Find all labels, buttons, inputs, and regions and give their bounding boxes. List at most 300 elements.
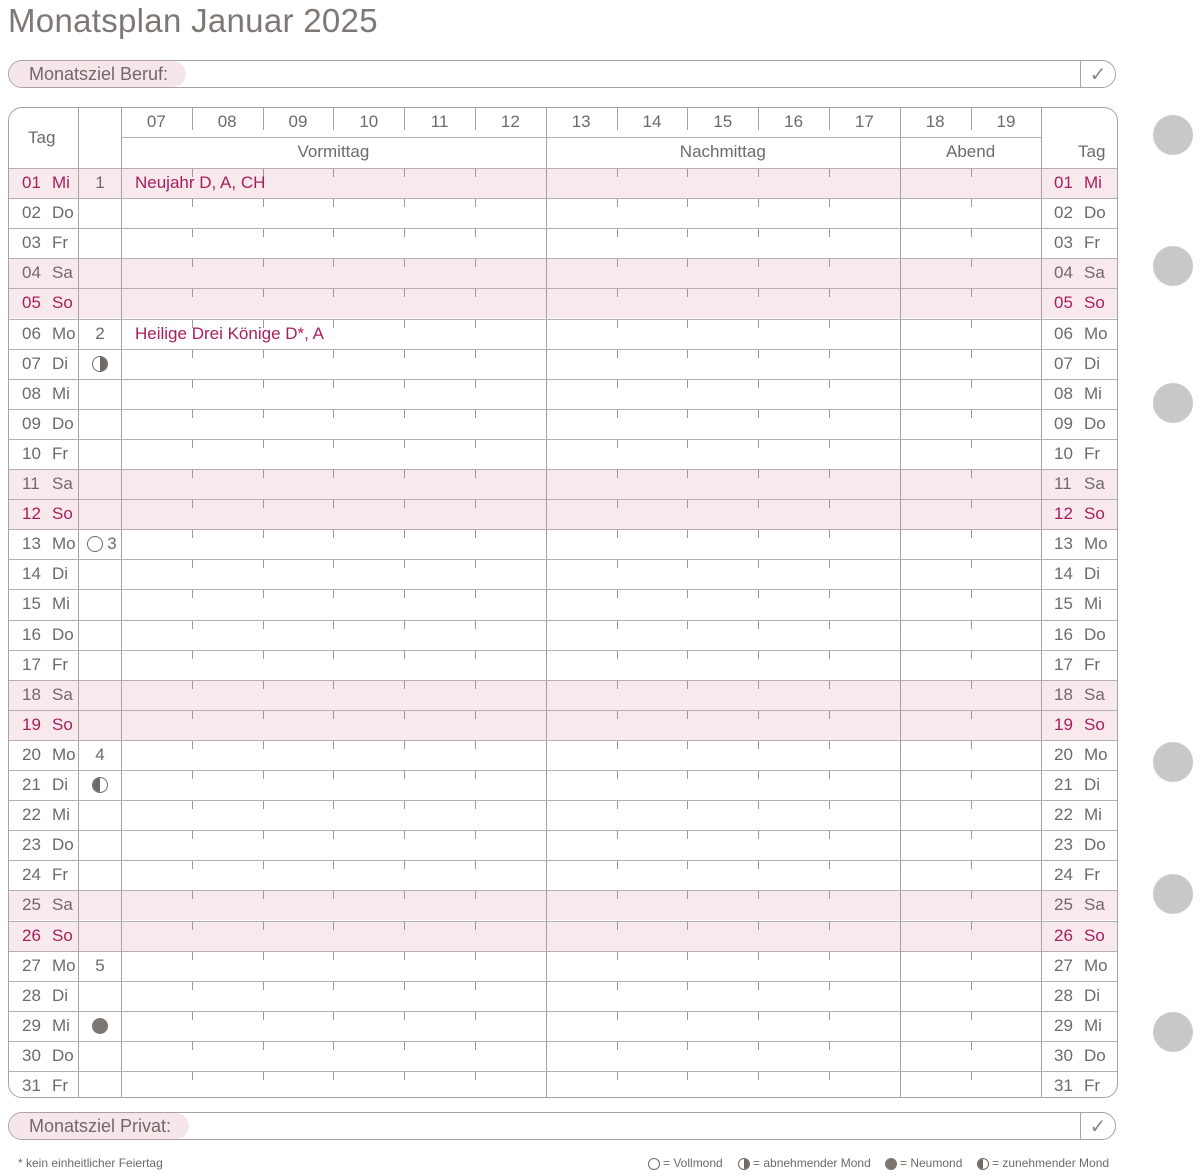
day-number: 21: [1054, 775, 1073, 794]
row-line: [9, 800, 1117, 801]
hour-tick: [758, 922, 759, 930]
hour-tick: [617, 350, 618, 358]
weekday: Fr: [52, 865, 69, 885]
hour-tick: [900, 259, 901, 267]
day-left: [22, 354, 68, 374]
hour-tick: [475, 621, 476, 629]
weekday: Do: [52, 1045, 74, 1065]
hour-tick: [687, 530, 688, 538]
hour-tick: [829, 169, 830, 177]
day-left: [22, 444, 68, 464]
hour-tick: [617, 1072, 618, 1080]
hour-tick: [263, 711, 264, 719]
hour-tick: [333, 500, 334, 508]
hour-tick: [617, 229, 618, 237]
hour-tick: [263, 530, 264, 538]
row-line: [9, 439, 1117, 440]
day-number: 15: [22, 594, 41, 614]
hour-label: 10: [359, 112, 379, 131]
weekend-row-bg: [9, 469, 1117, 499]
weekday: Mi: [1084, 594, 1102, 614]
hour-tick: [263, 861, 264, 869]
day-left: [22, 715, 73, 735]
day-number: 17: [22, 654, 41, 674]
weekday: Fr: [1084, 233, 1101, 253]
hour-tick: [687, 801, 688, 809]
hour-tick: [333, 741, 334, 749]
hour-tick: [546, 1012, 547, 1020]
hour-tick: [475, 380, 476, 388]
hour-tick: [333, 289, 334, 297]
hour-tick: [404, 350, 405, 358]
hour-tick: [829, 861, 830, 869]
day-number: 16: [1054, 624, 1073, 644]
day-number: 09: [22, 413, 41, 433]
day-number: 02: [1054, 203, 1073, 223]
hour-tick: [404, 199, 405, 207]
goal-work-bar[interactable]: [8, 60, 1116, 88]
hour-tick: [546, 289, 547, 297]
hour-header-line: [687, 108, 688, 130]
weekday: Sa: [52, 684, 73, 704]
hour-tick: [404, 621, 405, 629]
waning-moon-icon: [738, 1158, 750, 1170]
hour-tick: [546, 741, 547, 749]
row-line: [9, 951, 1117, 952]
hour-tick: [263, 1072, 264, 1080]
hour-tick: [900, 922, 901, 930]
weekday: Mi: [52, 805, 70, 825]
hour-tick: [475, 1042, 476, 1050]
weekday: Fr: [1084, 1076, 1101, 1095]
day-right: [1054, 655, 1100, 675]
weekday: Di: [52, 775, 69, 794]
day-number: 29: [22, 1015, 41, 1035]
hour-tick: [971, 801, 972, 809]
hour-tick: [687, 320, 688, 328]
hour-tick: [758, 621, 759, 629]
day-left: [22, 1016, 70, 1036]
hour-tick: [333, 380, 334, 388]
hour-label: 11: [430, 112, 449, 131]
weekday: So: [52, 504, 73, 524]
weekday: Fr: [1084, 654, 1101, 674]
hour-tick: [546, 922, 547, 930]
hour-tick: [758, 1012, 759, 1020]
hour-tick: [900, 590, 901, 598]
hour-tick: [687, 259, 688, 267]
hour-tick: [617, 320, 618, 328]
hour-tick: [475, 560, 476, 568]
hour-header-line: [971, 108, 972, 130]
hour-tick: [900, 741, 901, 749]
hour-tick: [546, 861, 547, 869]
weekday: Mo: [1084, 323, 1108, 343]
holiday-note: Neujahr D, A, CH: [135, 173, 266, 192]
day-left: [22, 805, 70, 825]
weekday: Sa: [1084, 474, 1105, 493]
hour-tick: [971, 891, 972, 899]
hour-tick: [617, 500, 618, 508]
weekend-row-bg: [9, 680, 1117, 710]
hour-tick: [687, 831, 688, 839]
hour-tick: [829, 199, 830, 207]
weekday: Mi: [1084, 383, 1102, 403]
new-moon-icon: [92, 1018, 108, 1034]
hour-tick: [263, 380, 264, 388]
day-number: 21: [22, 775, 41, 794]
hour-tick: [475, 410, 476, 418]
hour-tick: [546, 530, 547, 538]
hour-tick: [971, 861, 972, 869]
hour-tick: [900, 199, 901, 207]
hour-tick: [192, 289, 193, 297]
hour-tick: [404, 229, 405, 237]
hour-tick: [546, 380, 547, 388]
weekday: Do: [1084, 413, 1106, 433]
weekday: Sa: [1084, 263, 1105, 283]
day-right: [1054, 444, 1100, 464]
hour-tick: [404, 922, 405, 930]
goal-private-label: Monatsziel Privat:: [9, 1113, 189, 1139]
hour-tick: [192, 801, 193, 809]
hour-tick: [971, 922, 972, 930]
hour-tick: [475, 169, 476, 177]
hour-tick: [546, 982, 547, 990]
weekday: Fr: [52, 1076, 69, 1095]
binder-hole: [1153, 246, 1193, 286]
hour-tick: [971, 590, 972, 598]
hour-tick: [758, 500, 759, 508]
hour-tick: [617, 560, 618, 568]
hour-tick: [546, 410, 547, 418]
day-right: [1054, 865, 1100, 885]
weekday: Mi: [52, 173, 70, 192]
hour-tick: [263, 891, 264, 899]
hour-tick: [687, 590, 688, 598]
day-number: 06: [22, 323, 41, 343]
hour-tick: [617, 651, 618, 659]
hour-tick: [829, 530, 830, 538]
hour-tick: [900, 861, 901, 869]
day-number: 12: [22, 504, 41, 524]
hour-tick: [263, 952, 264, 960]
row-line: [9, 228, 1117, 229]
hour-tick: [263, 350, 264, 358]
day-left: [22, 986, 68, 1006]
hour-label: 15: [713, 112, 733, 131]
hour-tick: [404, 530, 405, 538]
hour-tick: [475, 771, 476, 779]
hour-tick: [404, 470, 405, 478]
day-right: [1054, 263, 1105, 283]
hour-tick: [263, 922, 264, 930]
day-right: [1054, 1076, 1100, 1096]
hour-tick: [829, 320, 830, 328]
hour-tick: [617, 681, 618, 689]
hour-tick: [546, 560, 547, 568]
row-line: [9, 650, 1117, 651]
waxing-moon-icon: [92, 777, 108, 793]
day-number: 18: [1054, 684, 1073, 704]
hour-tick: [475, 440, 476, 448]
hour-tick: [829, 801, 830, 809]
hour-tick: [829, 681, 830, 689]
hour-tick: [829, 922, 830, 930]
day-number: 13: [1054, 534, 1073, 554]
hour-label: 13: [571, 112, 591, 131]
week-number: 1: [95, 173, 105, 192]
hour-tick: [971, 350, 972, 358]
hour-tick: [687, 651, 688, 659]
hour-tick: [687, 500, 688, 508]
weekday: Di: [1084, 775, 1101, 794]
weekday: Sa: [52, 474, 73, 493]
hour-tick: [546, 320, 547, 328]
hour-tick: [546, 1042, 547, 1050]
hour-tick: [687, 229, 688, 237]
weekday: Sa: [52, 263, 73, 283]
day-left: [22, 1046, 74, 1066]
day-number: 29: [1054, 1015, 1073, 1035]
footnote: * kein einheitlicher Feiertag: [18, 1156, 163, 1170]
goal-private-bar[interactable]: [8, 1112, 1116, 1140]
week-number: 5: [95, 955, 105, 975]
hour-tick: [546, 891, 547, 899]
hour-header-line: [333, 108, 334, 130]
hour-tick: [829, 711, 830, 719]
hour-tick: [687, 199, 688, 207]
hour-tick: [263, 229, 264, 237]
hour-tick: [192, 891, 193, 899]
row-line: [9, 1011, 1117, 1012]
hour-tick: [546, 229, 547, 237]
weekend-row-bg: [9, 890, 1117, 920]
weekday: So: [52, 714, 73, 734]
hour-tick: [758, 470, 759, 478]
hour-tick: [404, 741, 405, 749]
weekday: Mi: [1084, 1015, 1102, 1035]
week-number: 3: [107, 534, 117, 554]
goal-private-check-icon[interactable]: ✓: [1080, 1113, 1115, 1139]
hour-label: 16: [784, 112, 804, 131]
period-label: Vormittag: [297, 142, 370, 161]
row-line: [9, 168, 1117, 169]
hour-tick: [971, 1072, 972, 1080]
hour-label: 12: [500, 112, 520, 131]
hour-tick: [687, 1042, 688, 1050]
hour-tick: [617, 891, 618, 899]
hour-tick: [758, 982, 759, 990]
hour-tick: [546, 440, 547, 448]
hour-tick: [333, 831, 334, 839]
day-left: [22, 835, 74, 855]
hour-tick: [829, 380, 830, 388]
weekday: Mo: [1084, 955, 1108, 975]
hour-tick: [404, 410, 405, 418]
day-number: 30: [22, 1045, 41, 1065]
hour-tick: [333, 169, 334, 177]
hour-label: 17: [854, 112, 874, 131]
hour-tick: [829, 440, 830, 448]
day-number: 10: [22, 443, 41, 463]
hour-tick: [404, 440, 405, 448]
hour-tick: [971, 711, 972, 719]
hour-tick: [687, 891, 688, 899]
hour-tick: [829, 259, 830, 267]
hour-tick: [900, 500, 901, 508]
period-line: [546, 108, 547, 1097]
weekend-row-bg: [9, 499, 1117, 529]
weekend-row-bg: [9, 710, 1117, 740]
day-right: [1054, 324, 1108, 344]
legend-text: = Vollmond: [663, 1156, 723, 1170]
hour-tick: [758, 259, 759, 267]
hour-tick: [333, 801, 334, 809]
binder-hole: [1153, 1012, 1193, 1052]
hour-tick: [617, 440, 618, 448]
hour-tick: [475, 1012, 476, 1020]
day-number: 10: [1054, 443, 1073, 463]
row-line: [9, 319, 1117, 320]
hour-tick: [263, 651, 264, 659]
day-left: [22, 534, 76, 554]
hour-tick: [333, 530, 334, 538]
hour-tick: [617, 711, 618, 719]
hour-tick: [617, 590, 618, 598]
day-right: [1054, 926, 1105, 946]
day-number: 07: [1054, 353, 1073, 373]
day-right: [1054, 233, 1100, 253]
hour-tick: [404, 380, 405, 388]
hour-tick: [971, 831, 972, 839]
goal-work-check-icon[interactable]: ✓: [1080, 61, 1115, 87]
hour-tick: [758, 229, 759, 237]
hour-tick: [617, 530, 618, 538]
day-number: 22: [1054, 805, 1073, 825]
day-number: 25: [1054, 895, 1073, 915]
hour-tick: [687, 771, 688, 779]
day-left: [22, 745, 76, 765]
hour-tick: [617, 169, 618, 177]
hour-tick: [475, 681, 476, 689]
column-line: [1041, 108, 1042, 1097]
hour-tick: [900, 440, 901, 448]
day-number: 26: [1054, 925, 1073, 945]
hour-tick: [687, 410, 688, 418]
hour-tick: [829, 982, 830, 990]
hour-tick: [758, 861, 759, 869]
period-label: Nachmittag: [679, 142, 766, 161]
hour-tick: [546, 199, 547, 207]
hour-tick: [617, 801, 618, 809]
hour-tick: [546, 470, 547, 478]
weekday: So: [1084, 925, 1105, 945]
day-number: 20: [22, 744, 41, 764]
hour-tick: [263, 982, 264, 990]
hour-tick: [404, 169, 405, 177]
day-right: [1054, 625, 1106, 645]
hour-tick: [900, 169, 901, 177]
hour-tick: [333, 922, 334, 930]
hour-tick: [333, 621, 334, 629]
hour-tick: [971, 440, 972, 448]
hour-tick: [687, 982, 688, 990]
hour-tick: [333, 1012, 334, 1020]
week-number: 4: [95, 744, 105, 764]
hour-tick: [617, 831, 618, 839]
day-right: [1054, 564, 1100, 584]
weekday: Di: [1084, 353, 1101, 373]
hour-tick: [900, 831, 901, 839]
hour-tick: [546, 1072, 547, 1080]
hour-tick: [829, 621, 830, 629]
weekday: Mi: [1084, 805, 1102, 825]
day-left: [22, 474, 73, 494]
hour-tick: [829, 289, 830, 297]
hour-tick: [900, 801, 901, 809]
hour-tick: [829, 350, 830, 358]
hour-tick: [475, 922, 476, 930]
hour-tick: [333, 259, 334, 267]
hour-tick: [971, 380, 972, 388]
hour-tick: [758, 681, 759, 689]
page-title: Monatsplan Januar 2025: [8, 2, 378, 39]
day-number: 03: [1054, 233, 1073, 253]
hour-tick: [404, 1012, 405, 1020]
day-right: [1054, 173, 1102, 193]
day-left: [22, 895, 73, 915]
weekend-row-bg: [9, 258, 1117, 288]
weekday: Sa: [1084, 684, 1105, 704]
hour-tick: [687, 289, 688, 297]
hour-tick: [475, 199, 476, 207]
weekday: Di: [1084, 564, 1101, 584]
hour-tick: [758, 952, 759, 960]
new-moon-icon: [885, 1158, 897, 1170]
day-number: 30: [1054, 1045, 1073, 1065]
hour-tick: [546, 651, 547, 659]
day-right: [1054, 594, 1102, 614]
hour-tick: [404, 560, 405, 568]
hour-tick: [404, 590, 405, 598]
weekday: Do: [1084, 203, 1106, 223]
hour-tick: [687, 952, 688, 960]
hour-tick: [687, 922, 688, 930]
hour-tick: [263, 470, 264, 478]
hour-tick: [971, 259, 972, 267]
row-line: [9, 921, 1117, 922]
day-number: 14: [1054, 564, 1073, 584]
hour-tick: [900, 952, 901, 960]
day-left: [22, 956, 76, 976]
header-tag-left: Tag: [28, 128, 56, 147]
day-number: 04: [1054, 263, 1073, 283]
hour-tick: [829, 500, 830, 508]
day-number: 14: [22, 564, 41, 584]
hour-tick: [971, 229, 972, 237]
day-right: [1054, 414, 1106, 434]
hour-tick: [829, 952, 830, 960]
hour-tick: [475, 831, 476, 839]
day-number: 31: [22, 1076, 41, 1095]
hour-tick: [263, 560, 264, 568]
weekday: Mi: [52, 594, 70, 614]
row-line: [9, 529, 1117, 530]
day-number: 17: [1054, 654, 1073, 674]
hour-tick: [192, 952, 193, 960]
hour-tick: [829, 741, 830, 749]
